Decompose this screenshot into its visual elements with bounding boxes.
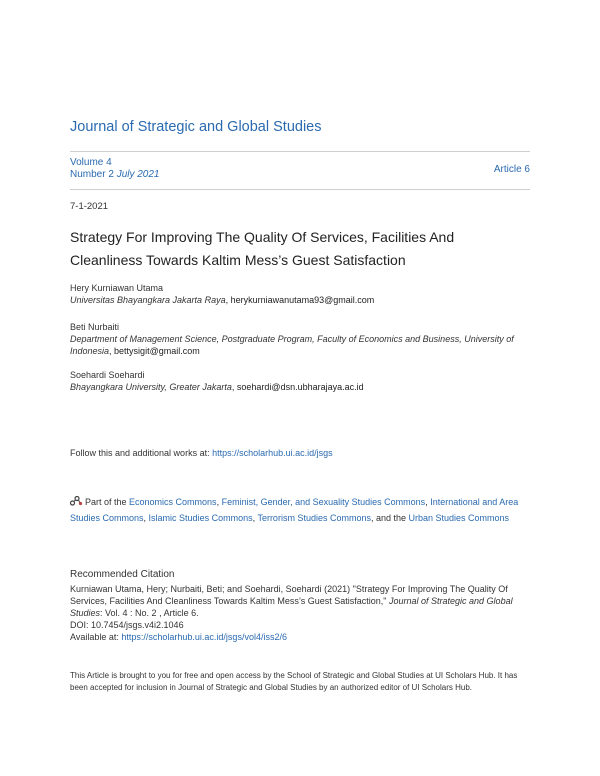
follow-url-link[interactable]: https://scholarhub.ui.ac.id/jsgs bbox=[212, 448, 333, 458]
article-number-link[interactable]: Article 6 bbox=[493, 164, 530, 175]
urban-commons-link[interactable]: Urban Studies Commons bbox=[408, 513, 510, 523]
author-entry bbox=[70, 282, 530, 306]
author-email: , soehardi@dsn.ubharajaya.ac.id bbox=[231, 382, 364, 392]
author-name: Beti Nurbaiti bbox=[70, 322, 120, 332]
citation-heading: Recommended Citation bbox=[70, 569, 175, 580]
footer-note: This Article is brought to you for free and open access by the School of Strategic and Global Studies at UI Scholars Hub. It has been accepted for inclusion in Journal of Strategic and Global Studies by an authorized editor of UI Scholars Hub. bbox=[70, 671, 518, 692]
separator: , bbox=[252, 513, 258, 523]
follow-text: Follow this and additional works at: bbox=[70, 448, 213, 458]
author-name: Soehardi Soehardi bbox=[70, 370, 145, 380]
follow-line bbox=[70, 448, 530, 458]
separator: , bbox=[216, 497, 222, 507]
article-title: Strategy For Improving The Quality Of Services, Facilities And Cleanliness Towards Kaltim Mess’s Guest Satisfaction bbox=[70, 229, 455, 268]
network-icon bbox=[70, 496, 83, 506]
divider-bottom bbox=[70, 189, 530, 190]
number-link[interactable]: Number 2 bbox=[70, 169, 114, 180]
citation-body bbox=[70, 583, 530, 643]
separator: , bbox=[143, 513, 149, 523]
feminist-commons-link[interactable]: Feminist, Gender, and Sexuality Studies Commons bbox=[221, 497, 426, 507]
publication-date: 7-1-2021 bbox=[70, 201, 109, 212]
islamic-commons-link[interactable]: Islamic Studies Commons bbox=[148, 513, 253, 523]
available-url-link[interactable]: https://scholarhub.ui.ac.id/jsgs/vol4/iss2/6 bbox=[121, 632, 287, 642]
author-entry bbox=[70, 369, 530, 393]
separator: , and the bbox=[370, 513, 409, 523]
author-affiliation: Department of Management Science, Postgraduate Program, Faculty of Economics and Business, University of Indonesia bbox=[70, 334, 514, 356]
citation-text: Kurniawan Utama, Hery; Nurbaiti, Beti; and Soehardi, Soehardi (2021) "Strategy For Improving The Quality Of Services, Facilities And Cleanliness Towards Kaltim Mess’s Guest Satisfaction," bbox=[70, 584, 508, 606]
author-email: , bettysigit@gmail.com bbox=[109, 346, 200, 356]
author-email: , herykurniawanutama93@gmail.com bbox=[225, 295, 375, 305]
volume-link[interactable]: Volume 4 bbox=[70, 157, 112, 168]
economics-commons-link[interactable]: Economics Commons bbox=[129, 497, 217, 507]
journal-title-link[interactable]: Journal of Strategic and Global Studies bbox=[70, 119, 322, 135]
issue-date[interactable]: July 2021 bbox=[116, 169, 160, 180]
issue-info bbox=[70, 157, 160, 181]
terrorism-commons-link[interactable]: Terrorism Studies Commons bbox=[257, 513, 371, 523]
author-entry bbox=[70, 321, 530, 357]
separator: , bbox=[425, 497, 431, 507]
available-label: Available at: bbox=[70, 632, 122, 642]
author-affiliation: Bhayangkara University, Greater Jakarta bbox=[70, 382, 232, 392]
part-of-prefix: Part of the bbox=[85, 497, 130, 507]
part-of-commons bbox=[70, 494, 530, 526]
divider-top bbox=[70, 151, 530, 152]
author-affiliation: Universitas Bhayangkara Jakarta Raya bbox=[70, 295, 226, 305]
citation-journal: Journal of Strategic and Global Studies bbox=[70, 596, 513, 618]
author-name: Hery Kurniawan Utama bbox=[70, 283, 164, 293]
citation-doi: DOI: 10.7454/jsgs.v4i2.1046 bbox=[70, 620, 184, 630]
citation-volume: : Vol. 4 : No. 2 , Article 6. bbox=[100, 608, 199, 618]
international-commons-link[interactable]: International and Area Studies Commons bbox=[70, 497, 519, 523]
